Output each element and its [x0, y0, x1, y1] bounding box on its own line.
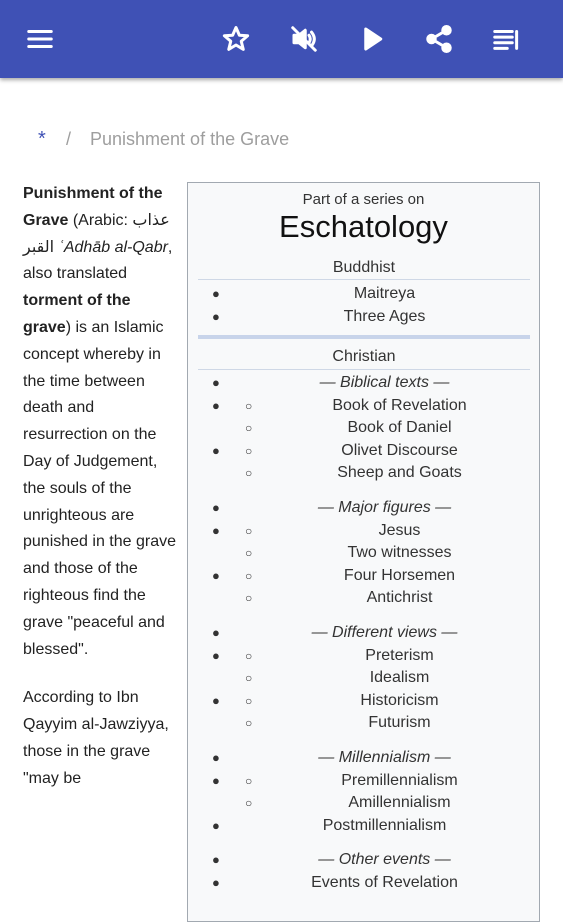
sub-bullet: ○: [245, 796, 253, 811]
volume-off-icon: [289, 24, 319, 54]
list-item: [188, 714, 541, 736]
list-item-link[interactable]: Three Ages: [343, 308, 426, 325]
bullet: ●: [212, 567, 220, 583]
list-item: [188, 567, 541, 589]
transliteration: ʿAdhāb al-Qabr: [58, 238, 168, 256]
play-button[interactable]: [353, 20, 391, 58]
sub-bullet: ○: [245, 693, 253, 708]
list-item: [188, 772, 541, 794]
sub-bullet: ○: [245, 716, 253, 731]
list-item-link[interactable]: Events of Revelation: [311, 874, 458, 891]
bullet: ●: [212, 397, 220, 413]
bullet: ●: [212, 442, 220, 458]
bullet: ●: [212, 375, 220, 390]
series-infobox: [187, 182, 540, 922]
sub-bullet: ○: [245, 398, 253, 413]
breadcrumb-separator: /: [66, 129, 72, 149]
list-item: [188, 464, 541, 486]
list-item-link[interactable]: Book of Revelation: [332, 396, 467, 414]
section-divider: [198, 369, 530, 370]
list-group-header: [188, 374, 541, 396]
bullet: ●: [212, 309, 220, 324]
star-outline-icon: [221, 24, 251, 54]
list-group-header: [188, 499, 541, 521]
group-header-label: — Other events —: [318, 851, 451, 869]
group-header-label: — Biblical texts —: [319, 374, 450, 391]
bullet: ●: [212, 625, 220, 640]
article-body: [23, 181, 179, 815]
breadcrumb-current: Punishment of the Grave: [90, 129, 290, 149]
favorite-button[interactable]: [217, 20, 255, 58]
list-item-link[interactable]: Antichrist: [366, 589, 433, 607]
list-item-link[interactable]: Preterism: [365, 646, 434, 664]
list-item: [188, 669, 541, 691]
list-item-link[interactable]: Premillennialism: [341, 771, 458, 789]
group-header-label: — Millennialism —: [318, 749, 451, 766]
list-item: [188, 419, 541, 441]
list-item: [188, 874, 541, 896]
bullet: ●: [212, 692, 220, 708]
bullet: ●: [212, 875, 220, 890]
list-item: [188, 522, 541, 544]
infobox-title[interactable]: Eschatology: [279, 209, 448, 244]
article-term: Punishment of the Grave: [23, 185, 163, 229]
sub-bullet: ○: [245, 773, 253, 788]
list-item: [188, 442, 541, 464]
list-item-link[interactable]: Book of Daniel: [347, 419, 452, 437]
list-item: [188, 817, 541, 839]
arabic-term: عذاب القبر: [23, 211, 170, 256]
sub-bullet: ○: [245, 443, 253, 458]
list-item-link[interactable]: Postmillennialism: [322, 816, 447, 834]
bullet: ●: [212, 772, 220, 788]
list-item: [188, 589, 541, 611]
hamburger-icon: [25, 24, 55, 54]
mute-button[interactable]: [285, 20, 323, 58]
bullet: ●: [212, 852, 220, 868]
bullet: ●: [212, 500, 220, 515]
infobox-above: Part of a series on: [302, 191, 425, 208]
list-item: [188, 308, 541, 330]
list-item-link[interactable]: Two witnesses: [347, 544, 452, 562]
menu-button[interactable]: [21, 20, 59, 58]
list-item-link[interactable]: Jesus: [378, 521, 421, 539]
sub-bullet: ○: [245, 671, 253, 686]
play-icon: [357, 24, 387, 54]
list-group-header: [188, 624, 541, 646]
app-bar: [0, 0, 563, 78]
list-item-link[interactable]: Four Horsemen: [343, 566, 456, 584]
sub-bullet: ○: [245, 591, 253, 606]
share-button[interactable]: [420, 20, 458, 58]
contents-button[interactable]: [487, 20, 525, 58]
section-divider: [198, 279, 530, 280]
list-item: [188, 544, 541, 566]
paragraph-second: According to Ibn Qayyim al-Jawziyya, those in the grave "may be: [23, 689, 169, 787]
list-group-header: [188, 851, 541, 873]
list-item-link[interactable]: Amillennialism: [348, 794, 451, 812]
share-icon: [424, 24, 454, 54]
section-divider: [198, 335, 530, 339]
bullet: ●: [212, 750, 220, 765]
paragraph-intro: Punishment of the Grave (Arabic: عذاب القبر ʿAdhāb al-Qabr, also translated torment of the grave) is an Islamic concept whereby in the time between death and resurrection on the Day of Judgement, the souls of the unrighteous are punished in the grave and those of the righteous find the grave "peaceful and blessed".: [23, 185, 176, 658]
alt-term: torment of the grave: [23, 292, 131, 336]
sub-bullet: ○: [245, 648, 253, 663]
sub-bullet: ○: [245, 568, 253, 583]
list-item-link[interactable]: Futurism: [368, 714, 431, 732]
bullet: ●: [212, 286, 220, 301]
list-group-header: [188, 749, 541, 771]
list-item-link[interactable]: Maitreya: [353, 285, 416, 302]
list-item-link[interactable]: Sheep and Goats: [337, 464, 462, 482]
section-christian[interactable]: Christian: [332, 348, 396, 365]
group-header-label: — Major figures —: [317, 499, 452, 516]
sub-bullet: ○: [245, 546, 253, 561]
list-item-link[interactable]: Idealism: [369, 669, 430, 687]
list-item: [188, 647, 541, 669]
breadcrumb: [0, 126, 563, 156]
breadcrumb-home-link[interactable]: *: [38, 128, 46, 150]
list-item: [188, 285, 541, 307]
bullet: ●: [212, 817, 220, 833]
list-icon: [491, 24, 521, 54]
bullet: ●: [212, 522, 220, 538]
sub-bullet: ○: [245, 523, 253, 538]
list-item: [188, 794, 541, 816]
sub-bullet: ○: [245, 466, 253, 481]
bullet: ●: [212, 647, 220, 663]
list-item: [188, 692, 541, 714]
sub-bullet: ○: [245, 421, 253, 436]
list-item-link[interactable]: Historicism: [360, 691, 439, 709]
list-item: [188, 397, 541, 419]
section-buddhist[interactable]: Buddhist: [332, 259, 396, 276]
group-header-label: — Different views —: [311, 624, 458, 641]
list-item-link[interactable]: Olivet Discourse: [341, 441, 458, 459]
